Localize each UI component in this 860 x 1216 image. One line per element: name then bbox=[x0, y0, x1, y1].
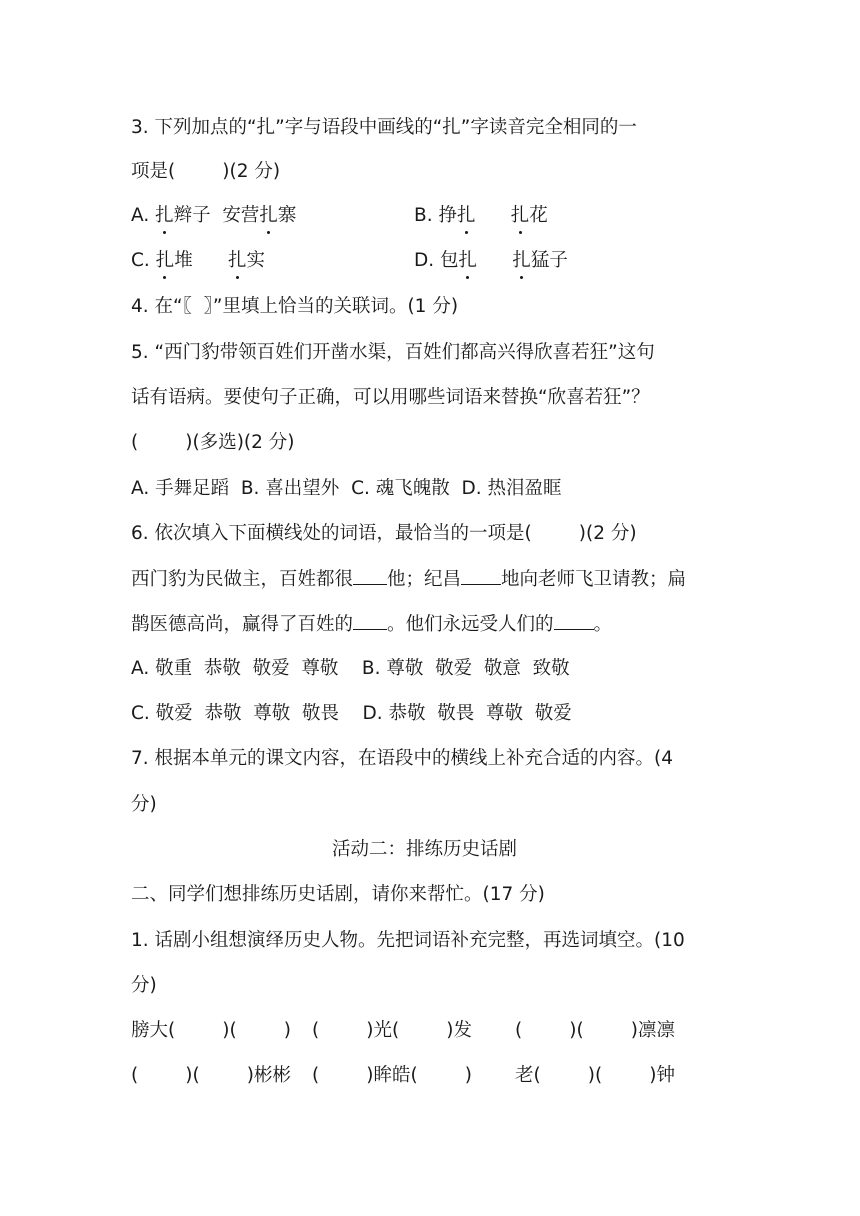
question-6-options-ab: A. 敬重 恭敬 敬爱 尊敬 B. 尊敬 敬爱 敬意 致敬 bbox=[131, 658, 570, 679]
fill-blank[interactable] bbox=[461, 566, 501, 585]
question-3-option-c: C. 扎堆 扎实 bbox=[131, 248, 265, 274]
fill-blank[interactable] bbox=[554, 611, 594, 630]
question-5-line-3: ( )(多选)(2 分) bbox=[131, 432, 295, 453]
question-3-option-d: D. 包扎 扎猛子 bbox=[414, 248, 568, 274]
question-6-line-1: 6. 依次填入下面横线处的词语，最恰当的一项是( )(2 分) bbox=[131, 523, 637, 544]
idiom-blank-1: 膀大( )( ) bbox=[131, 1020, 291, 1041]
idiom-blank-3: ( )( )凛凛 bbox=[515, 1020, 675, 1041]
activity-heading: 活动二：排练历史话剧 bbox=[332, 839, 518, 860]
question-3-line-1: 3. 下列加点的“扎”字与语段中画线的“扎”字读音完全相同的一 bbox=[131, 117, 637, 138]
question-3-option-b: B. 挣扎 扎花 bbox=[414, 203, 548, 229]
dotted-char: 扎 bbox=[457, 203, 476, 229]
idiom-blank-5: ( )眸皓( ) bbox=[312, 1065, 472, 1086]
dotted-char: 扎 bbox=[512, 248, 531, 274]
idiom-blank-2: ( )光( )发 bbox=[312, 1020, 472, 1041]
dotted-char: 扎 bbox=[156, 248, 175, 274]
fill-blank[interactable] bbox=[353, 611, 387, 630]
dotted-char: 扎 bbox=[259, 203, 278, 229]
question-5-line-1: 5. “西门豹带领百姓们开凿水渠，百姓们都高兴得欣喜若狂”这句 bbox=[131, 342, 655, 363]
question-7-line-2: 分) bbox=[131, 794, 157, 815]
part-2-question-1-line-2: 分) bbox=[131, 975, 157, 996]
dotted-char: 扎 bbox=[459, 248, 478, 274]
part-2-question-1-line-1: 1. 话剧小组想演绎历史人物。先把词语补充完整，再选词填空。(10 bbox=[131, 930, 685, 951]
question-3-option-a: A. 扎辫子 安营扎寨 bbox=[131, 203, 296, 229]
question-7-line-1: 7. 根据本单元的课文内容，在语段中的横线上补充合适的内容。(4 bbox=[131, 748, 674, 769]
question-6-options-cd: C. 敬爱 恭敬 尊敬 敬畏 D. 恭敬 敬畏 尊敬 敬爱 bbox=[131, 703, 572, 724]
dotted-char: 扎 bbox=[155, 203, 174, 229]
fill-blank[interactable] bbox=[353, 566, 387, 585]
question-3-line-2: 项是( )(2 分) bbox=[131, 161, 281, 182]
idiom-blank-4: ( )( )彬彬 bbox=[131, 1065, 291, 1086]
question-5-options: A. 手舞足蹈 B. 喜出望外 C. 魂飞魄散 D. 热泪盈眶 bbox=[131, 478, 562, 499]
part-2-heading: 二、同学们想排练历史话剧，请你来帮忙。(17 分) bbox=[131, 884, 545, 905]
question-5-line-2: 话有语病。要使句子正确，可以用哪些词语来替换“欣喜若狂”？ bbox=[131, 387, 650, 408]
question-4: 4. 在“〖 〗”里填上恰当的关联词。(1 分) bbox=[131, 296, 459, 317]
idiom-blank-6: 老( )( )钟 bbox=[515, 1065, 675, 1086]
question-6-passage-line-1: 西门豹为民做主，百姓都很 他；纪昌 地向老师飞卫请教；扁 bbox=[131, 566, 686, 592]
question-6-passage-line-2: 鹊医德高尚，赢得了百姓的 。他们永远受人们的 。 bbox=[131, 611, 612, 637]
dotted-char: 扎 bbox=[511, 203, 530, 229]
dotted-char: 扎 bbox=[228, 248, 247, 274]
